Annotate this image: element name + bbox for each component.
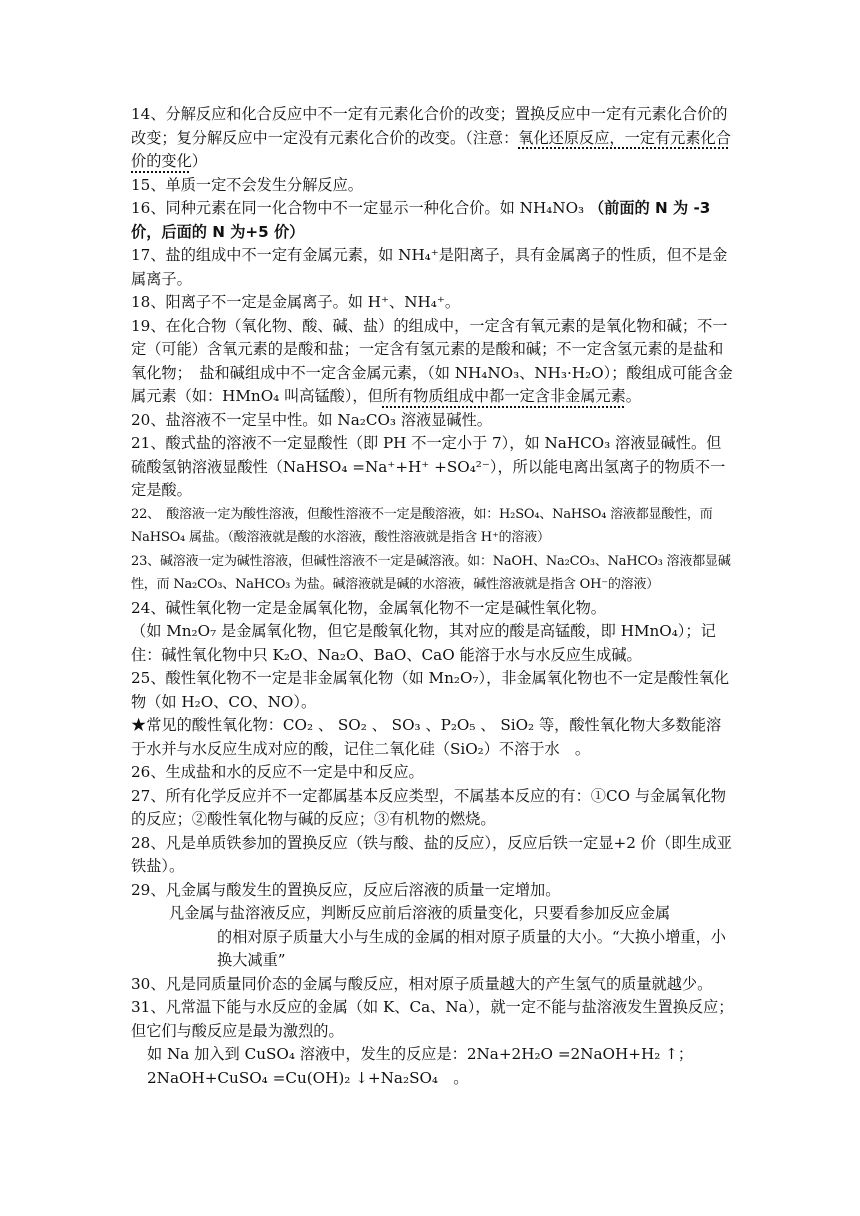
item-29: 29、凡金属与酸发生的置换反应，反应后溶液的质量一定增加。 [131,880,561,899]
item-14 [131,103,736,174]
example-reaction: 如 Na 加入到 CuSO₄ 溶液中，发生的反应是：2Na+2H₂O =2NaOH+H₂ ↑；2NaOH+CuSO₄ =Cu(OH)₂ ↓+Na₂SO₄ 。 [147,1045,694,1087]
item-16 [131,197,736,244]
document-body [131,103,736,1090]
item-23: 23、碱溶液一定为碱性溶液，但碱性溶液不一定是碱溶液。如：NaOH、Na₂CO₃、NaHCO₃ 溶液都显碱性，而 Na₂CO₃、NaHCO₃ 为盐。碱溶液就是碱的水溶液，碱性溶液就是指含 OH⁻的溶液） [131,553,731,592]
star-note: ★常见的酸性氧化物：CO₂ 、 SO₂ 、 SO₃ 、P₂O₅ 、 SiO₂ 等，酸性氧化物大多数能溶于水并与水反应生成对应的酸，记住二氧化硅（SiO₂）不溶于水 。 [131,716,722,758]
item-24-note: （如 Mn₂O₇ 是金属氧化物，但它是酸氧化物，其对应的酸是高锰酸，即 HMnO₄）；记住：碱性氧化物中只 K₂O、Na₂O、BaO、CaO 能溶于水与水反应生成碱。 [131,622,716,664]
item-19 [131,315,736,409]
item-14-end: ） [191,152,207,170]
item-14-emphasis: 氧化还原反应，一定有元素化合价的变化 [131,128,731,170]
item-22: 22、 酸溶液一定为酸性溶液，但酸性溶液不一定是酸溶液，如：H₂SO₄、NaHSO₄ 溶液都显酸性，而 NaHSO₄ 属盐。（酸溶液就是酸的水溶液，酸性溶液就是指含 H⁺的溶液） [131,506,713,545]
item-24: 24、碱性氧化物一定是金属氧化物，金属氧化物不一定是碱性氧化物。 [131,598,606,617]
item-26: 26、生成盐和水的反应不一定是中和反应。 [131,763,424,781]
item-20: 20、盐溶液不一定呈中性。如 Na₂CO₃ 溶液显碱性。 [131,410,492,429]
item-28: 28、凡是单质铁参加的置换反应（铁与酸、盐的反应），反应后铁一定显+2 价（即生成亚铁盐）。 [131,833,732,875]
item-29-sub-a: 凡金属与盐溶液反应，判断反应前后溶液的质量变化，只要看参加反应金属 [169,904,671,922]
item-29-sub-b: 的相对原子质量大小与生成的金属的相对原子质量的大小。“大换小增重，小换大减重” [217,927,726,969]
item-30: 30、凡是同质量同价态的金属与酸反应，相对原子质量越大的产生氢气的质量就越少。31、凡常温下能与水反应的金属（如 K、Ca、Na），就一定不能与盐溶液发生置换反应；但它们与酸反应是最为激烈的。 [131,974,734,1040]
item-19-emphasis: 所有物质组成中都一定含非金属元素 [382,387,626,405]
item-16-text: 16、同种元素在同一化合物中不一定显示一种化合价。如 NH₄NO₃ [131,199,589,217]
item-19-text: 19、在化合物（氧化物、酸、碱、盐）的组成中，一定含有氧元素的是氧化物和碱；不一定（可能）含氧元素的是酸和盐；一定含有氢元素的是酸和碱；不一定含氢元素的是盐和氧化物； 盐和碱组成中不一定含金属元素，（如 NH₄NO₃、NH₃·H₂O）；酸组成可能含金属元素（如：HMnO₄ 叫高锰酸），但 [131,316,733,405]
item-18: 18、阳离子不一定是金属离子。如 H⁺、NH₄⁺。 [131,293,461,311]
item-17: 17、盐的组成中不一定有金属元素，如 NH₄⁺是阳离子，具有金属离子的性质，但不是金属离子。 [131,246,728,288]
item-14-text: 14、分解反应和化合反应中不一定有元素化合价的改变；置换反应中一定有元素化合价的改变；复分解反应中一定没有元素化合价的改变。（注意： [131,105,728,147]
item-15: 15、单质一定不会发生分解反应。 [131,175,363,194]
item-16-bold: （前面的 N 为 -3 价，后面的 N 为+5 价） [131,199,711,241]
item-19-end: 。 [625,387,641,405]
item-27: 27、所有化学反应并不一定都属基本反应类型，不属基本反应的有：①CO 与金属氧化物的反应；②酸性氧化物与碱的反应；③有机物的燃烧。 [131,786,726,828]
item-25: 25、酸性氧化物不一定是非金属氧化物（如 Mn₂O₇），非金属氧化物也不一定是酸性氧化物（如 H₂O、CO、NO）。 [131,669,730,711]
item-21: 21、酸式盐的溶液不一定显酸性（即 PH 不一定小于 7），如 NaHCO₃ 溶液显碱性。但硫酸氢钠溶液显酸性（NaHSO₄ =Na⁺+H⁺ +SO₄²⁻），所以能电离出氢离子的物质不一定是酸。 [131,434,726,499]
